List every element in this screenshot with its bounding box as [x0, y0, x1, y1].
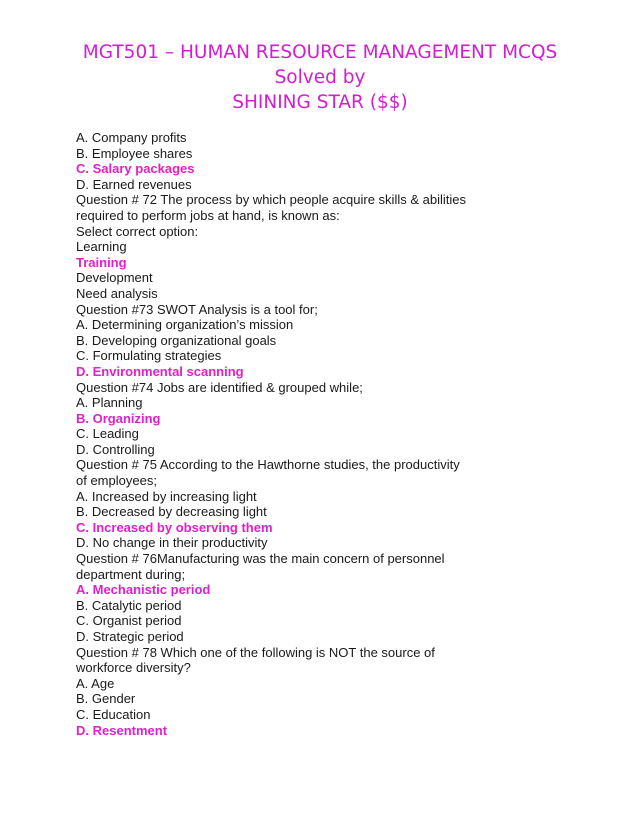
text-line: B. Employee shares [76, 145, 193, 161]
text-line: D. Earned revenues [76, 176, 192, 192]
text-line: C. Formulating strategies [76, 348, 222, 364]
text-line: C. Organist period [76, 613, 182, 629]
text-line: B. Catalytic period [76, 597, 182, 613]
correct-answer-line: A. Mechanistic period [76, 582, 211, 598]
text-line: A. Company profits [76, 130, 187, 145]
correct-answer-line: C. Salary packages [76, 161, 195, 177]
document-header [60, 40, 580, 115]
author-label: SHINING STAR ($$) [232, 92, 408, 113]
text-line: Question #73 SWOT Analysis is a tool for; [76, 301, 318, 317]
text-line: Need analysis [76, 285, 158, 301]
text-line: Question #74 Jobs are identified & grouped while; [76, 379, 363, 395]
text-line: B. Decreased by decreasing light [76, 504, 267, 520]
mcq-body [76, 130, 596, 738]
text-line: C. Education [76, 706, 151, 722]
solved-by-label: Solved by [274, 67, 366, 88]
text-line: required to perform jobs at hand, is known as: [76, 207, 340, 223]
text-line: Question # 72 The process by which people acquire skills & abilities [76, 192, 466, 208]
text-line: workforce diversity? [76, 660, 191, 676]
correct-answer-line: B. Organizing [76, 410, 161, 426]
correct-answer-line: D. Environmental scanning [76, 363, 244, 379]
text-line: Question # 75 According to the Hawthorne studies, the productivity [76, 457, 460, 473]
text-line: Development [76, 270, 153, 286]
text-line: A. Age [76, 675, 115, 691]
text-line: Question # 76Manufacturing was the main concern of personnel [76, 551, 445, 567]
text-line: D. No change in their productivity [76, 535, 268, 551]
text-line: B. Gender [76, 691, 136, 707]
text-line: of employees; [76, 473, 157, 489]
correct-answer-line: C. Increased by observing them [76, 519, 273, 535]
text-line: A. Planning [76, 395, 143, 411]
text-line: D. Controlling [76, 441, 155, 457]
text-line: A. Determining organization’s mission [76, 317, 294, 333]
text-line: D. Strategic period [76, 629, 184, 644]
text-line: C. Leading [76, 426, 139, 442]
text-line: Learning [76, 239, 127, 255]
text-line: Question # 78 Which one of the following is NOT the source of [76, 644, 435, 660]
document-title: MGT501 – HUMAN RESOURCE MANAGEMENT MCQS [82, 42, 558, 63]
text-line: department during; [76, 566, 186, 582]
correct-answer-line: D. Resentment [76, 722, 168, 738]
text-line: A. Increased by increasing light [76, 488, 257, 504]
correct-answer-line: Training [76, 254, 127, 270]
text-line: Select correct option: [76, 223, 199, 239]
text-line: B. Developing organizational goals [76, 332, 277, 348]
